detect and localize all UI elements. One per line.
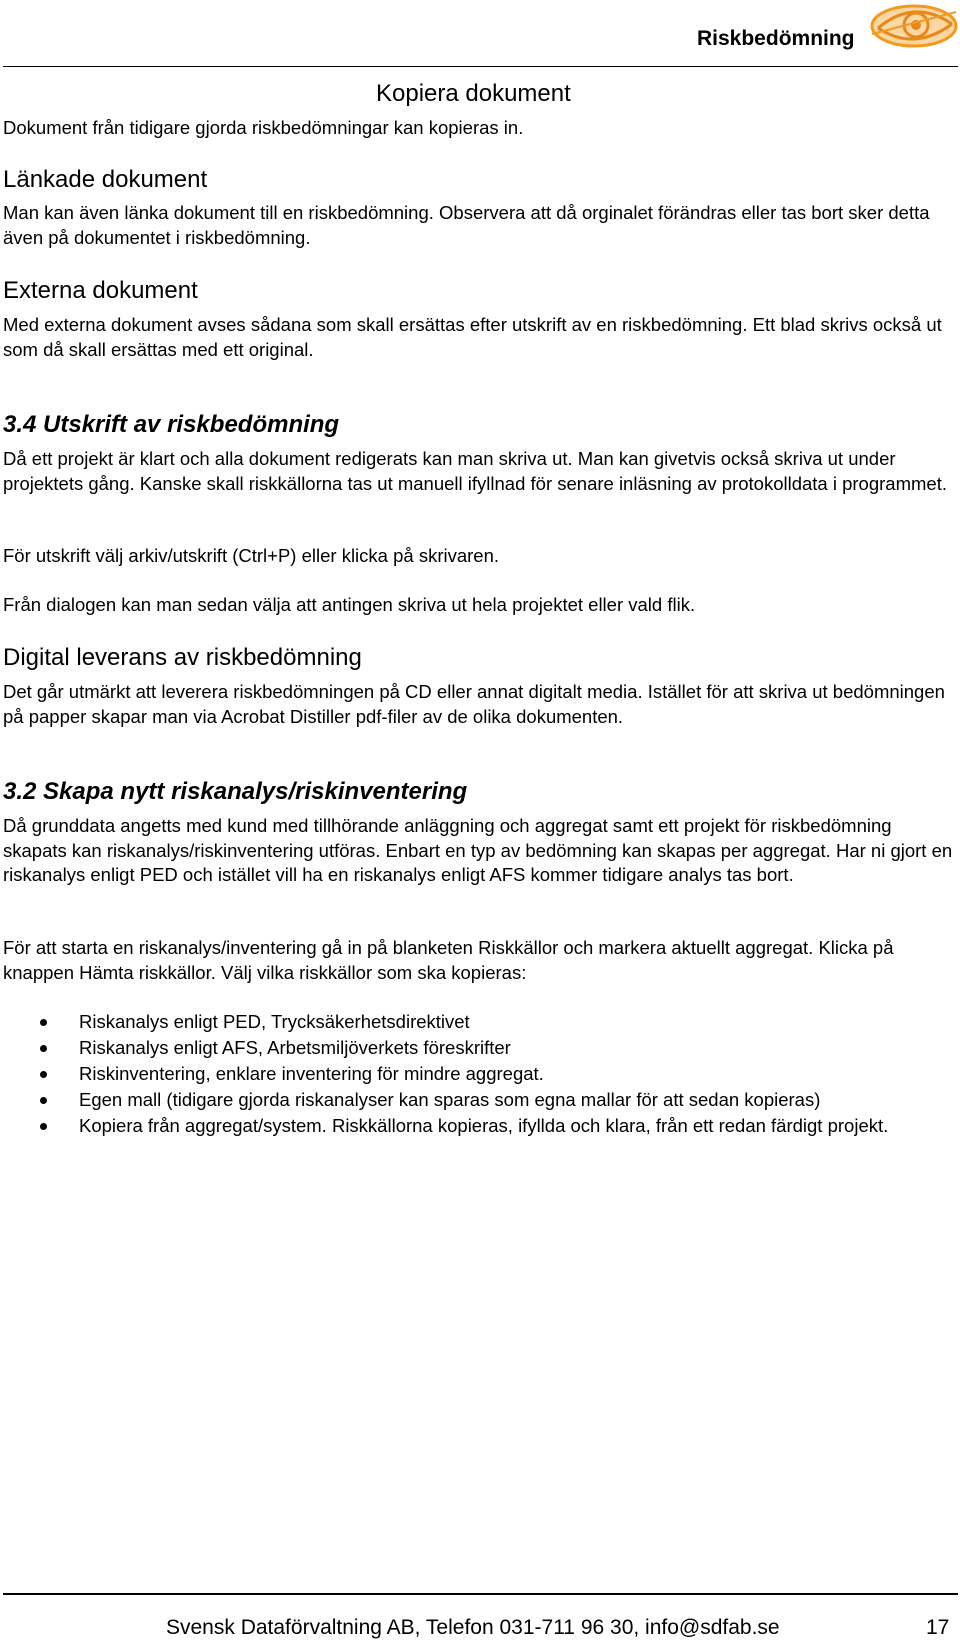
page-number: 17 (926, 1616, 950, 1639)
list-item-text: Egen mall (tidigare gjorda riskanalyser kan sparas som egna mallar för att sedan kopieras) (79, 1089, 821, 1110)
list-item-text: Kopiera från aggregat/system. Riskkällorna kopieras, ifyllda och klara, från ett redan färdigt projekt. (79, 1115, 889, 1136)
list-item-text: Riskanalys enligt PED, Trycksäkerhetsdirektivet (79, 1011, 470, 1032)
list-item-text: Riskinventering, enklare inventering för mindre aggregat. (79, 1063, 544, 1084)
footer-company-info: Svensk Dataförvaltning AB, Telefon 031-711 96 30, info@sdfab.se (166, 1616, 780, 1639)
riskkallor-bullet-list (0, 1010, 955, 1140)
running-header-title: Riskbedömning (697, 27, 855, 50)
paragraph-externa: Med externa dokument avses sådana som skall ersättas efter utskrift av en riskbedömning. Ett blad skrivs också ut som då skall ersättas med ett original. (3, 314, 942, 360)
list-item (0, 1036, 955, 1061)
heading-lankade-dokument: Länkade dokument (3, 166, 208, 193)
paragraph-lankade: Man kan även länka dokument till en riskbedömning. Observera att då orginalet förändras eller tas bort sker detta även på dokumentet i riskbedömning. (3, 202, 930, 248)
footer-divider (3, 1593, 958, 1595)
list-item-text: Riskanalys enligt AFS, Arbetsmiljöverkets föreskrifter (79, 1037, 511, 1058)
bullet-dot-icon (40, 1097, 47, 1104)
heading-digital-leverans: Digital leverans av riskbedömning (3, 644, 362, 671)
heading-externa-dokument: Externa dokument (3, 277, 198, 304)
paragraph-utskrift-2: För utskrift välj arkiv/utskrift (Ctrl+P) eller klicka på skrivaren. (3, 545, 500, 566)
bullet-dot-icon (40, 1071, 47, 1078)
paragraph-skapa-1: Då grunddata angetts med kund med tillhörande anläggning och aggregat samt ett projekt för riskbedömning skapats kan riskanalys/riskinventering utföras. Enbart en typ av bedömning kan skapas per aggregat. Har ni gjort en riskanalys enligt PED och istället vill ha en riskanalys enligt AFS kommer tidigare analys tas bort. (3, 815, 953, 885)
header-divider (3, 66, 958, 67)
list-item (0, 1088, 955, 1113)
heading-skapa-nytt: 3.2 Skapa nytt riskanalys/riskinventering (3, 778, 468, 805)
eye-logo-icon (868, 2, 960, 55)
paragraph-kopiera: Dokument från tidigare gjorda riskbedömningar kan kopieras in. (3, 117, 524, 138)
heading-kopiera-dokument: Kopiera dokument (376, 80, 571, 107)
bullet-dot-icon (40, 1045, 47, 1052)
list-item (0, 1062, 955, 1087)
paragraph-utskrift-1: Då ett projekt är klart och alla dokument redigerats kan man skriva ut. Man kan givetvis också skriva ut under projektets gång. Kanske skall riskkällorna tas ut manuell ifyllnad för senare inläsning av protokolldata i programmet. (3, 448, 947, 494)
list-item (0, 1114, 955, 1139)
bullet-dot-icon (40, 1019, 47, 1026)
list-item (0, 1010, 955, 1035)
paragraph-utskrift-3: Från dialogen kan man sedan välja att antingen skriva ut hela projektet eller vald flik. (3, 594, 696, 615)
paragraph-skapa-2: För att starta en riskanalys/inventering gå in på blanketen Riskkällor och markera aktuellt aggregat. Klicka på knappen Hämta riskkällor. Välj vilka riskkällor som ska kopieras: (3, 937, 894, 983)
heading-utskrift: 3.4 Utskrift av riskbedömning (3, 411, 340, 438)
paragraph-digital: Det går utmärkt att leverera riskbedömningen på CD eller annat digitalt media. Istället för att skriva ut bedömningen på papper skapar man via Acrobat Distiller pdf-filer av de olika dokumenten. (3, 681, 945, 727)
bullet-dot-icon (40, 1123, 47, 1130)
